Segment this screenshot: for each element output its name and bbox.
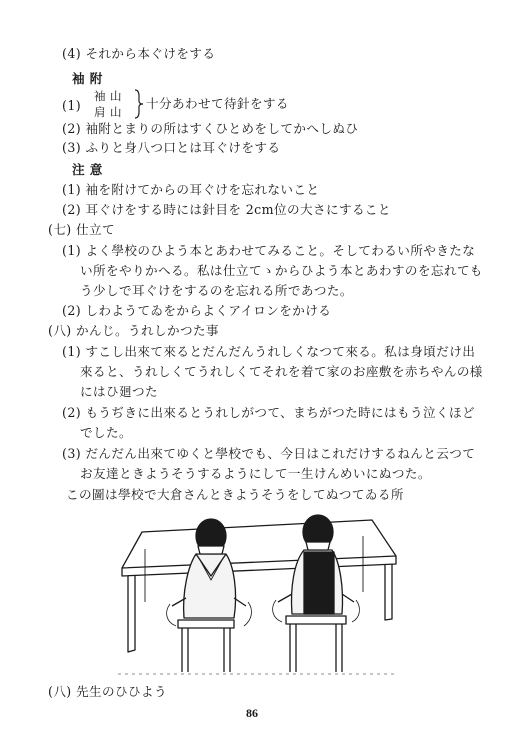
left-girl: [184, 554, 236, 618]
text-line: でした。: [80, 425, 132, 440]
text-line: (2) 耳ぐけをする時には針目を 2cm位の大さにすること: [62, 202, 391, 217]
section-heading: 注 意: [72, 162, 103, 177]
section-heading: 袖 附: [72, 71, 103, 86]
text-line: (1) 袖を附けてからの耳ぐけを忘れないこと: [62, 182, 320, 197]
section-heading: (七) 仕立て: [48, 222, 116, 237]
text-line: (2) しわようてゐをからよくアイロンをかける: [62, 303, 332, 318]
text-line: い所をやりかへる。私は仕立てゝからひよう本とあわすのを忘れても: [80, 263, 483, 278]
text-line: にはひ廻つた: [80, 384, 158, 399]
left-stool: [178, 620, 234, 628]
text-line: 來ると、うれしくてうれしくてそれを着て家のお座敷を赤ちやんの様: [80, 364, 483, 379]
text-line: お友達ときようそうするようにして一生けんめいにぬつた。: [80, 466, 431, 481]
text-line-number: (1): [62, 98, 82, 113]
text-line: (3) だんだん出來てゆくと學校でも、今日はこれだけするねんと云つて: [62, 446, 476, 461]
text-line: (3) ふりと身八つ口とは耳ぐけをする: [62, 140, 281, 155]
section-heading: (八) 先生のひひよう: [48, 684, 167, 699]
text-line: (4) それから本ぐけをする: [62, 46, 216, 61]
table-top: [122, 520, 396, 568]
text-line: 十分あわせて待針をする: [146, 96, 289, 111]
sewing-illustration: [108, 502, 404, 680]
text-line: う少しで耳ぐけをするのを忘れる所であつた。: [80, 283, 353, 298]
bracket-item-bottom: 肩 山: [94, 105, 122, 119]
table-leg: [128, 575, 135, 652]
right-stool: [286, 616, 346, 624]
text-line: (1) よく學校のひよう本とあわせてみること。そしてわるい所やきたな: [62, 243, 476, 258]
curly-brace-icon: [134, 89, 144, 119]
bracket-item-top: 袖 山: [94, 89, 122, 103]
page-number: 86: [246, 706, 258, 720]
text-line: (2) もうぢきに出來るとうれしがつて、まちがつた時にはもう泣くほど: [62, 405, 476, 420]
table-leg: [385, 564, 392, 620]
text-line: (2) 袖附とまりの所はすくひとめをしてかへしぬひ: [62, 121, 359, 136]
figure-caption: この圖は學校で大倉さんときようそうをしてぬつてゐる所: [66, 487, 404, 502]
text-line: (1) すこし出來て來るとだんだんうれしくなつて來る。私は身頃だけ出: [62, 344, 476, 359]
section-heading: (八) かんじ。うれしかつた事: [48, 323, 219, 338]
